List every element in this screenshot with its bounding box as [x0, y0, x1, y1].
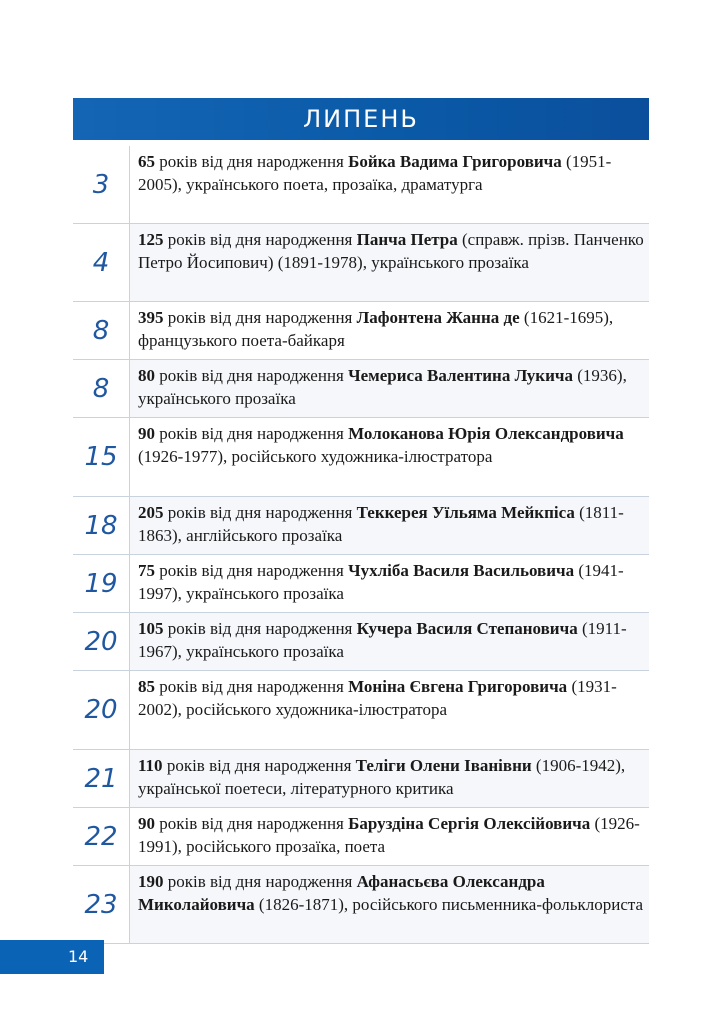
years-count: 190 — [138, 872, 164, 891]
day-cell: 4 — [73, 224, 130, 301]
entry-phrase: років від дня народження — [155, 561, 349, 580]
years-count: 80 — [138, 366, 155, 385]
table-row — [73, 613, 649, 671]
entry-text — [130, 808, 649, 865]
entry-phrase: років від дня народження — [155, 152, 349, 171]
table-row — [73, 866, 649, 944]
person-name: Моніна Євгена Григоровича — [348, 677, 568, 696]
table-row — [73, 671, 649, 750]
day-cell: 23 — [73, 866, 130, 943]
entry-details: (1926-1991), російського прозаїка, поета — [138, 814, 640, 856]
day-cell: 19 — [73, 555, 130, 612]
table-row — [73, 146, 649, 224]
table-row — [73, 555, 649, 613]
day-cell: 22 — [73, 808, 130, 865]
entry-details: (1826-1871), російського письменника-фольклориста — [254, 895, 644, 914]
entry-details: (1941-1997), українського прозаїка — [138, 561, 624, 603]
years-count: 105 — [138, 619, 164, 638]
person-name: Теліги Олени Іванівни — [355, 756, 532, 775]
person-name: Молоканова Юрія Олександровича — [348, 424, 624, 443]
page-number-tab: 14 — [0, 940, 104, 974]
years-count: 205 — [138, 503, 164, 522]
table-row — [73, 302, 649, 360]
person-name: Кучера Василя Степановича — [356, 619, 578, 638]
entry-phrase: років від дня народження — [155, 366, 349, 385]
entry-text — [130, 302, 649, 359]
table-row — [73, 808, 649, 866]
years-count: 395 — [138, 308, 164, 327]
person-name: Чухліба Василя Васильовича — [348, 561, 575, 580]
day-cell: 18 — [73, 497, 130, 554]
entry-details: (1911-1967), українського прозаїка — [138, 619, 627, 661]
table-row — [73, 360, 649, 418]
entry-text — [130, 224, 649, 301]
entry-text — [130, 418, 649, 496]
day-cell: 8 — [73, 302, 130, 359]
entry-text — [130, 555, 649, 612]
years-count: 85 — [138, 677, 155, 696]
entry-details: (1951-2005), українського поета, прозаїка, драматурга — [138, 152, 612, 194]
day-cell: 20 — [73, 671, 130, 749]
entry-text — [130, 866, 649, 943]
entry-phrase: років від дня народження — [155, 424, 349, 443]
person-name: Панча Петра — [356, 230, 458, 249]
entry-phrase: років від дня народження — [163, 619, 357, 638]
day-cell: 21 — [73, 750, 130, 807]
entry-phrase: років від дня народження — [163, 872, 357, 891]
table-row — [73, 750, 649, 808]
entry-details: (1811-1863), англійського прозаїка — [138, 503, 624, 545]
entry-details: (1906-1942), української поетеси, літературного критика — [138, 756, 626, 798]
entry-details: (1936), українського прозаїка — [138, 366, 627, 408]
person-name: Теккерея Уїльяма Мейкпіса — [356, 503, 575, 522]
entry-text — [130, 671, 649, 749]
entry-phrase: років від дня народження — [162, 756, 356, 775]
entry-phrase: років від дня народження — [163, 503, 357, 522]
entry-text — [130, 497, 649, 554]
entry-phrase: років від дня народження — [163, 230, 357, 249]
entry-details: (1926-1977), російського художника-ілюстратора — [138, 447, 493, 466]
person-name: Бойка Вадима Григоровича — [348, 152, 562, 171]
anniversary-table — [73, 146, 649, 944]
entry-text — [130, 360, 649, 417]
entry-text — [130, 750, 649, 807]
table-row — [73, 224, 649, 302]
years-count: 65 — [138, 152, 155, 171]
person-name: Афанасьєва Олександра Миколайовича — [138, 872, 545, 914]
entry-details: (1931-2002), російського художника-ілюстратора — [138, 677, 617, 719]
table-row — [73, 497, 649, 555]
day-cell: 20 — [73, 613, 130, 670]
month-header: ЛИПЕНЬ — [73, 98, 649, 140]
day-cell: 8 — [73, 360, 130, 417]
day-cell: 15 — [73, 418, 130, 496]
years-count: 90 — [138, 814, 155, 833]
entry-details: (1621-1695), французького поета-байкаря — [138, 308, 614, 350]
person-name: Баруздіна Сергія Олексійовича — [348, 814, 591, 833]
years-count: 75 — [138, 561, 155, 580]
entry-text — [130, 613, 649, 670]
entry-text — [130, 146, 649, 223]
entry-phrase: років від дня народження — [163, 308, 357, 327]
person-name: Чемериса Валентина Лукича — [348, 366, 573, 385]
entry-phrase: років від дня народження — [155, 677, 349, 696]
years-count: 125 — [138, 230, 164, 249]
years-count: 90 — [138, 424, 155, 443]
table-row — [73, 418, 649, 497]
entry-phrase: років від дня народження — [155, 814, 349, 833]
years-count: 110 — [138, 756, 163, 775]
person-name: Лафонтена Жанна де — [356, 308, 520, 327]
day-cell: 3 — [73, 146, 130, 223]
entry-details: (справж. прізв. Панченко Петро Йосипович) (1891-1978), українського прозаїка — [138, 230, 644, 272]
